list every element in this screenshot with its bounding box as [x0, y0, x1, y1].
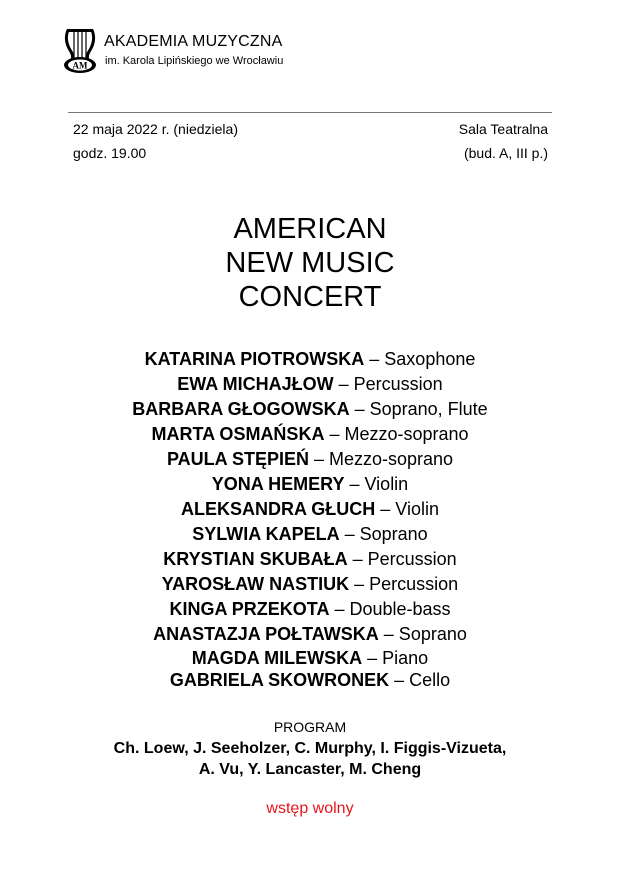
performer-name: MARTA OSMAŃSKA [151, 424, 325, 444]
performer-role: – Violin [375, 499, 440, 519]
performer-role: – Cello [389, 670, 451, 690]
performer-item [0, 622, 620, 647]
performer-name: GABRIELA SKOWRONEK [169, 670, 390, 690]
institution-name: AKADEMIA MUZYCZNA [104, 33, 283, 50]
lyre-logo-icon [62, 26, 98, 74]
performer-role: – Percussion [333, 374, 443, 394]
performer-item [0, 472, 620, 497]
performer-name: BARBARA GŁOGOWSKA [132, 399, 350, 419]
performer-item [0, 597, 620, 622]
performer-role: – Soprano, Flute [349, 399, 488, 419]
performer-item [0, 347, 620, 372]
performer-name: YONA HEMERY [211, 474, 345, 494]
event-time: godz. 19.00 [73, 145, 147, 161]
performer-role: – Saxophone [364, 349, 476, 369]
composer-line: Ch. Loew, J. Seeholzer, C. Murphy, I. Figgis-Vizueta, [113, 740, 507, 757]
performer-name: PAULA STĘPIEŃ [166, 449, 309, 469]
event-venue-detail: (bud. A, III p.) [463, 145, 548, 161]
performer-name: YAROSŁAW NASTIUK [161, 574, 350, 594]
performer-item [0, 372, 620, 397]
performer-item [0, 547, 620, 572]
performer-name: SYLWIA KAPELA [192, 524, 340, 544]
concert-title [0, 212, 620, 314]
svg-text:AM: AM [72, 60, 88, 71]
performer-name: EWA MICHAJŁOW [177, 374, 334, 394]
performer-role: – Piano [362, 648, 429, 668]
performer-item [0, 397, 620, 422]
title-line: CONCERT [238, 281, 382, 313]
performer-role: – Percussion [347, 549, 457, 569]
event-venue: Sala Teatralna [458, 121, 548, 137]
performer-item [0, 647, 620, 669]
performer-name: MAGDA MILEWSKA [191, 648, 363, 668]
performer-list [0, 347, 620, 691]
performer-item [0, 447, 620, 472]
performer-role: – Soprano [339, 524, 428, 544]
performer-item [0, 422, 620, 447]
performer-role: – Percussion [349, 574, 459, 594]
performer-item [0, 669, 620, 691]
performer-name: KRYSTIAN SKUBAŁA [163, 549, 348, 569]
composer-list [0, 738, 620, 780]
performer-name: ANASTAZJA POŁTAWSKA [153, 624, 379, 644]
performer-name: KATARINA PIOTROWSKA [144, 349, 365, 369]
performer-role: – Double-bass [329, 599, 451, 619]
admission-note: wstęp wolny [266, 800, 354, 817]
performer-role: – Soprano [378, 624, 467, 644]
performer-item [0, 497, 620, 522]
title-line: NEW MUSIC [225, 247, 395, 279]
performer-name: KINGA PRZEKOTA [169, 599, 330, 619]
performer-name: ALEKSANDRA GŁUCH [180, 499, 376, 519]
performer-item [0, 572, 620, 597]
performer-item [0, 522, 620, 547]
performer-role: – Mezzo-soprano [324, 424, 469, 444]
composer-line: A. Vu, Y. Lancaster, M. Cheng [198, 761, 422, 778]
performer-role: – Mezzo-soprano [308, 449, 454, 469]
header-divider [68, 112, 552, 113]
institution-subtitle: im. Karola Lipińskiego we Wrocławiu [105, 55, 284, 67]
program-heading: PROGRAM [273, 719, 347, 735]
performer-role: – Violin [344, 474, 409, 494]
title-line: AMERICAN [233, 213, 387, 245]
event-date: 22 maja 2022 r. (niedziela) [73, 121, 238, 137]
